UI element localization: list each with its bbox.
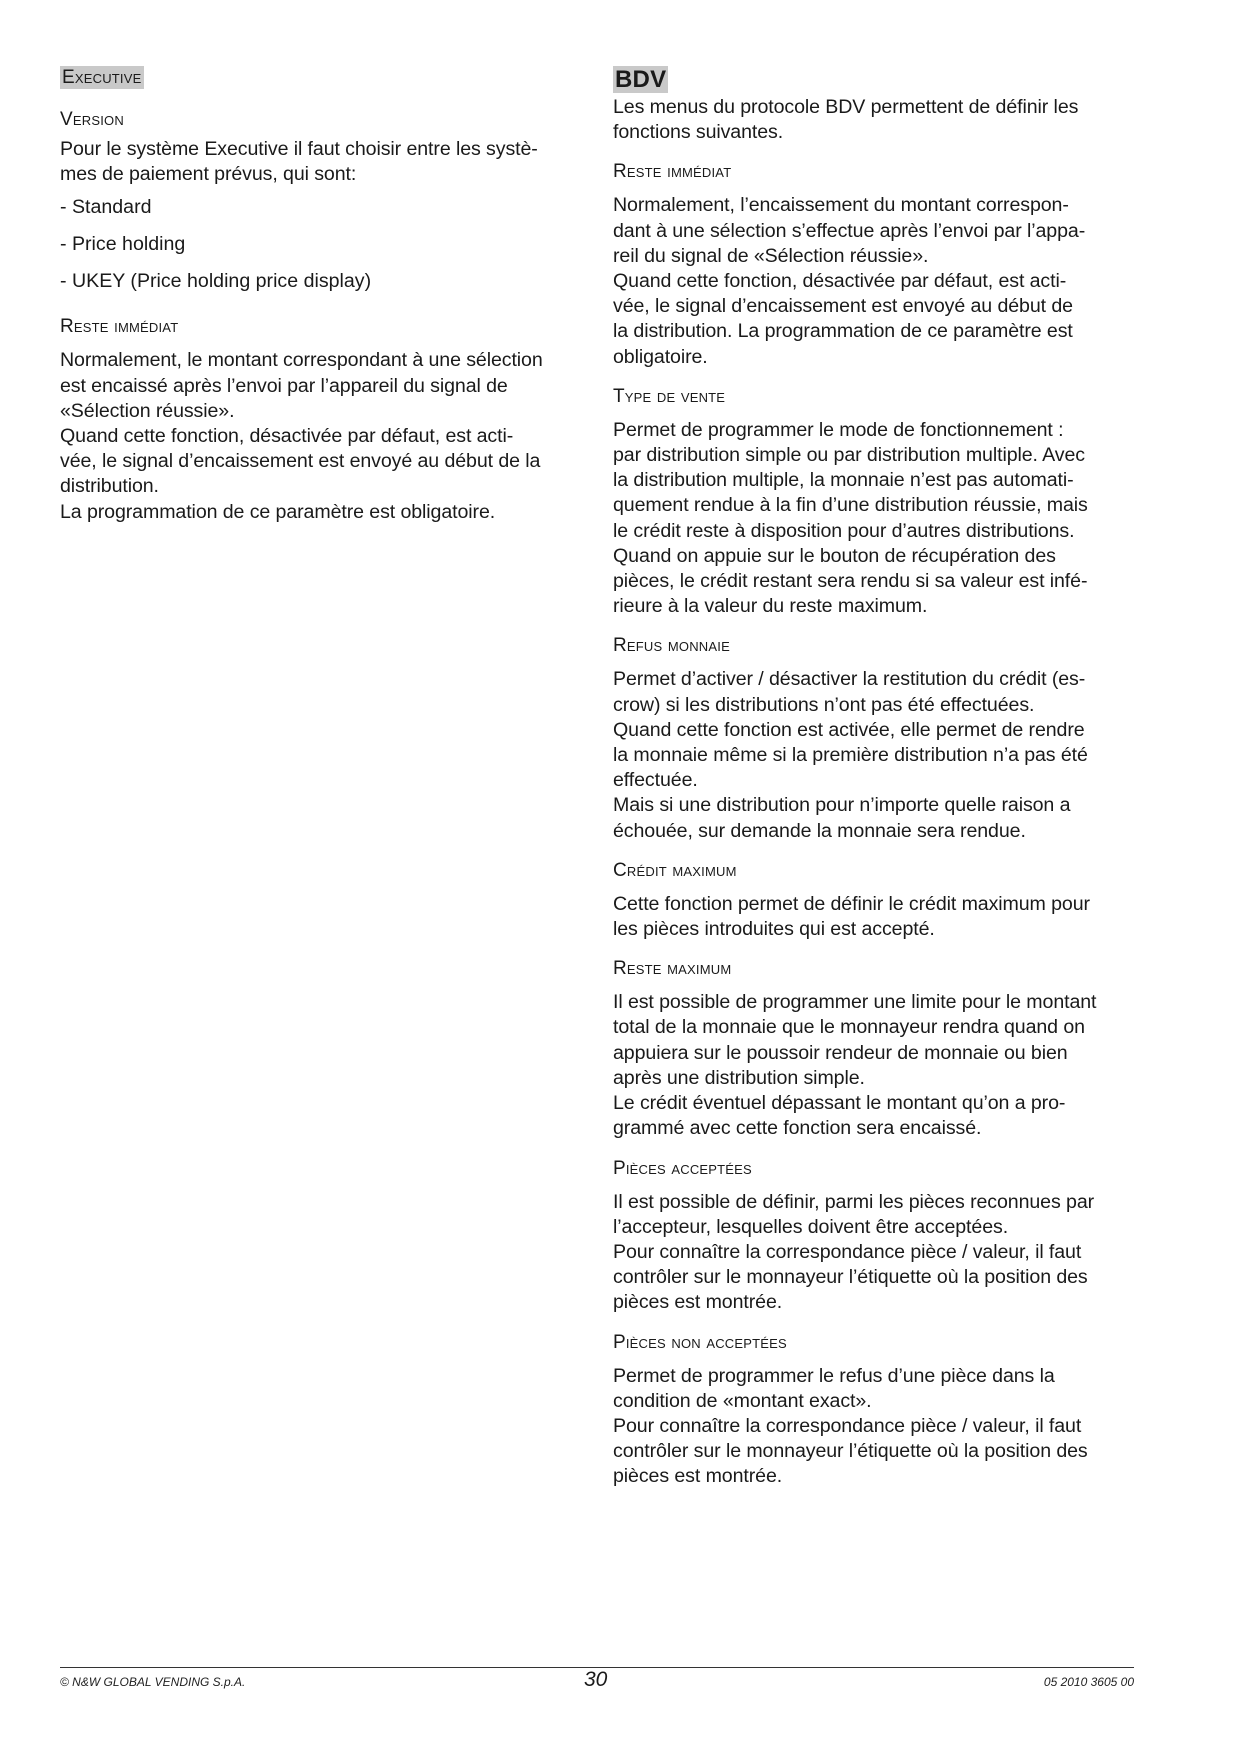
heading-pieces-acceptees: Pièces acceptées <box>613 1157 752 1179</box>
heading-pieces-non-acceptees: Pièces non acceptées <box>613 1331 787 1353</box>
footer-copyright: © N&W GLOBAL VENDING S.p.A. <box>60 1675 246 1689</box>
right-column <box>613 66 1145 1490</box>
page-number: 30 <box>584 1668 608 1691</box>
heading-type-de-vente: Type de vente <box>613 385 726 407</box>
list-item-price-holding: - Price holding <box>60 233 186 256</box>
bdv-intro-text: Les menus du protocole BDV permettent de définir les fonctions suivantes. <box>613 96 1079 144</box>
reste-immediat-text: Normalement, le montant correspondant à une sélection est encaissé après l’envoi par l’appareil du signal de «Sélection réussie». Quand cette fonction, désactivée par défaut, est acti- vée, le signal d’encaissement est envoyé au début de la distribution. La programmation de ce paramètre est obligatoire. <box>60 349 543 523</box>
heading-reste-maximum: Reste maximum <box>613 958 732 980</box>
heading-refus-monnaie: Refus monnaie <box>613 635 730 657</box>
list-item-standard: - Standard <box>60 196 152 219</box>
type-de-vente-text: Permet de programmer le mode de fonctionnement : par distribution simple ou par distribution multiple. Avec la distribution multiple, la monnaie n’est pas automati- quement rendue à la fin d’une distribution réussie, mais le crédit reste à disposition pour d’autres distributions. Quand on appuie sur le bouton de récupération des pièces, le crédit restant sera rendu si sa valeur est infé- rieure à la valeur du reste maximum. <box>613 418 1088 618</box>
version-text: Pour le système Executive il faut choisir entre les systè- mes de paiement prévus, qui sont: <box>60 138 538 186</box>
pieces-acceptees-text: Il est possible de définir, parmi les pièces reconnues par l’accepteur, lesquelles doivent être acceptées. Pour connaître la correspondance pièce / valeur, il faut contrôler sur le monnayeur l’étiquette où la position des pièces est montrée. <box>613 1190 1095 1314</box>
section-title-bdv: BDV <box>615 66 667 93</box>
heading-reste-immediat: Reste immédiat <box>60 316 179 338</box>
heading-credit-maximum: Crédit maximum <box>613 859 737 881</box>
left-column <box>60 66 580 525</box>
footer-doc-code: 05 2010 3605 00 <box>1043 1675 1134 1689</box>
list-item-ukey: - UKEY (Price holding price display) <box>60 270 372 293</box>
credit-maximum-text: Cette fonction permet de définir le crédit maximum pour les pièces introduites qui est accepté. <box>613 892 1090 941</box>
refus-monnaie-text: Permet d’activer / désactiver la restitution du crédit (es- crow) si les distributions n’ont pas été effectuées. Quand cette fonction est activée, elle permet de rendre la monnaie même si la première distribution n’a pas été effectuée. Mais si une distribution pour n’importe quelle raison a échouée, sur demande la monnaie sera rendue. <box>613 668 1088 842</box>
pieces-non-acceptees-text: Permet de programmer le refus d’une pièce dans la condition de «montant exact». Pour connaître la correspondance pièce / valeur, il faut contrôler sur le monnayeur l’étiquette où la position des pièces est montrée. <box>613 1364 1088 1488</box>
reste-maximum-text: Il est possible de programmer une limite pour le montant total de la monnaie que le monnayeur rendra quand on appuiera sur le poussoir rendeur de monnaie ou bien après une distribution simple. Le crédit éventuel dépassant le montant qu’on a pro- grammé avec cette fonction sera encaissé. <box>613 991 1097 1140</box>
reste-immediat-bdv-text: Normalement, l’encaissement du montant correspon- dant à une sélection s’effectue après l’envoi par l’appa- reil du signal de «Sélection réussie». Quand cette fonction, désactivée par défaut, est acti- vée, le signal d’encaissement est envoyé au début de la distribution. La programmation de ce paramètre est obligatoire. <box>613 194 1086 368</box>
heading-version: Version <box>60 109 124 130</box>
section-title-executive: Executive <box>62 67 142 88</box>
heading-reste-immediat-bdv: Reste immédiat <box>613 161 732 183</box>
